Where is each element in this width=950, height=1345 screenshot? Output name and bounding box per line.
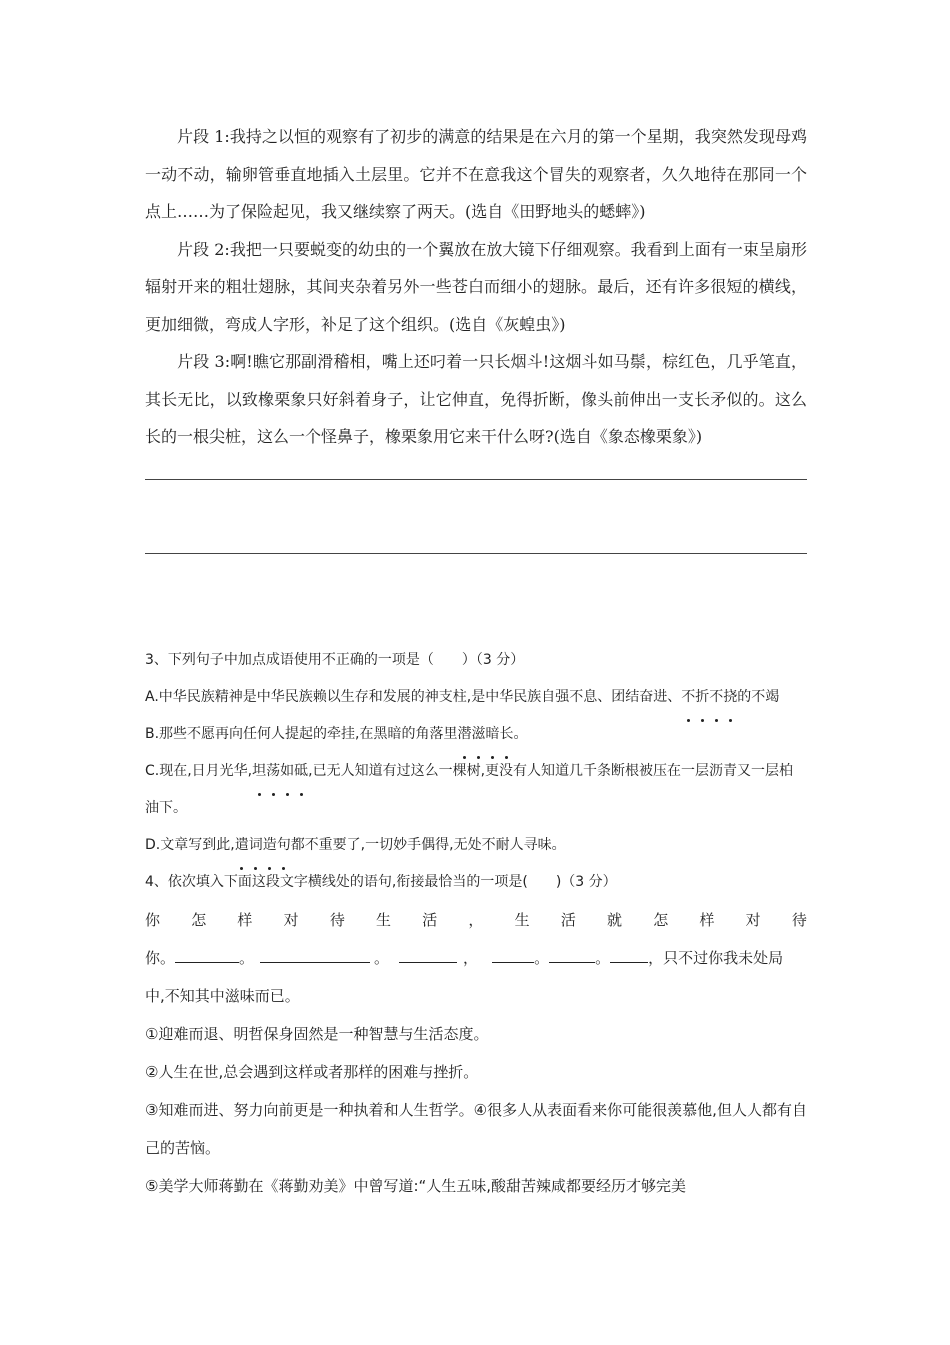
q4-char: 生	[376, 910, 392, 929]
fragment-3-text: 啊!瞧它那副滑稽相，嘴上还叼着一只长烟斗!这烟斗如马鬃，棕红色，几乎笔直，其长无比，以致橡栗象只好斜着身子，让它伸直，免得折断，像头前伸出一支长矛似的。这么长的一根尖桩，这么一个怪鼻子，橡栗象用它来干什么呀?(选自《象态橡栗象》)	[145, 352, 807, 446]
q3-option-a	[145, 679, 807, 716]
q3-b-tail: 。	[513, 725, 528, 742]
q4-char: 活	[560, 910, 576, 929]
q4-item-5: ⑤美学大师蒋勤在《蒋勤劝美》中曾写道:“人生五味,酸甜苦辣咸都要经历才够完美	[145, 1176, 687, 1195]
q4-line-1	[145, 901, 807, 939]
q4-line-2	[145, 939, 807, 977]
q3-option-d	[145, 827, 807, 864]
q4-char: 怎	[191, 910, 207, 929]
answer-line-2[interactable]	[145, 553, 807, 554]
emphasis-char: 折	[695, 679, 709, 716]
emphasis-char: 潜	[458, 716, 472, 753]
fill-blank-2[interactable]	[260, 948, 370, 963]
q3-a-text: A.中华民族精神是中华民族赖以生存和发展的神支柱,是中华民族自强不息、团结奋进、	[145, 688, 682, 705]
q4-char: 样	[237, 910, 253, 929]
q3-a-idiom	[681, 689, 737, 705]
document-page	[145, 118, 807, 1205]
emphasis-char: 挠	[723, 679, 737, 716]
fragment-2-label: 片段 2:	[177, 239, 230, 259]
q4-char: 怎	[653, 910, 669, 929]
q4-char: 生	[514, 910, 530, 929]
q4-char: 待	[329, 910, 345, 929]
fragment-3-label: 片段 3:	[177, 352, 231, 371]
q4-line2-start: 你。	[145, 948, 176, 967]
q4-char: 活	[422, 910, 438, 929]
q3-option-c	[145, 753, 807, 827]
q4-sep: 。	[374, 948, 390, 967]
q3-d-text: D.文章写到此,	[145, 836, 235, 853]
q4-char: 对	[745, 910, 761, 929]
emphasis-char: 不	[681, 679, 695, 716]
answer-line-1[interactable]	[145, 479, 807, 480]
q3-a-tail: 的不竭	[737, 688, 780, 705]
emphasis-char: 长	[500, 716, 514, 753]
emphasis-char: 不	[709, 679, 723, 716]
q4-item-3: ③知难而进、努力向前更是一种执着和人生哲学。④很多人从表面看来你可能很羡慕他,但人人都有自己的苦恼。	[145, 1100, 807, 1157]
q3-title: 3、下列句子中加点成语使用不正确的一项是（ ）（3 分）	[145, 651, 525, 668]
q4-line-3: 中,不知其中滋味而已。	[145, 986, 300, 1005]
q4-item-2: ②人生在世,总会遇到这样或者那样的困难与挫折。	[145, 1062, 479, 1081]
q4-item-1: ①迎难而退、明哲保身固然是一种智慧与生活态度。	[145, 1024, 489, 1043]
q4-sep: ，	[463, 948, 479, 967]
q3-c-idiom	[252, 763, 308, 779]
emphasis-char: 滋	[472, 716, 486, 753]
fill-blank-5[interactable]	[549, 948, 595, 963]
emphasis-char: 荡	[266, 753, 280, 790]
q3-b-idiom	[458, 726, 514, 742]
q3-option-b	[145, 716, 807, 753]
fragment-3	[145, 343, 807, 456]
q4-sep: 。	[534, 948, 550, 967]
q4-title: 4、依次填入下面这段文字横线处的语句,衔接最恰当的一项是( )（3 分）	[145, 873, 617, 890]
fill-blank-3[interactable]	[399, 948, 457, 963]
emphasis-char: 句	[277, 827, 291, 864]
emphasis-char: 造	[263, 827, 277, 864]
q3-c-tail: ,已无人知道有过这么一棵树,更没有人知道几千条断根被压在一层沥青又一层柏油下。	[145, 762, 794, 816]
q4-char: ，	[468, 910, 484, 929]
q3-c-text: C.现在,日月光华,	[145, 762, 253, 779]
q4-char: 你	[145, 910, 161, 929]
fragment-2	[145, 231, 807, 344]
q4-char: 待	[791, 910, 807, 929]
q4-char: 样	[699, 910, 715, 929]
emphasis-char: 暗	[486, 716, 500, 753]
q3-b-text: B.那些不愿再向任何人提起的牵挂,在黑暗的角落里	[145, 725, 458, 742]
q4-sep: 。	[595, 948, 611, 967]
emphasis-char: 词	[249, 827, 263, 864]
emphasis-char: 遣	[235, 827, 249, 864]
q4-sep: 。	[239, 948, 255, 967]
fill-blank-6[interactable]	[610, 948, 648, 963]
q4-line2-tail: ，只不过你我未处局	[648, 948, 784, 967]
fragment-1-label: 片段 1:	[177, 127, 230, 146]
q3-d-idiom	[235, 837, 291, 853]
emphasis-char: 砥	[294, 753, 308, 790]
fragment-1-text: 我持之以恒的观察有了初步的满意的结果是在六月的第一个星期，我突然发现母鸡一动不动，输卵管垂直地插入土层里。它并不在意我这个冒失的观察者，久久地待在那同一个点上……为了保险起见，我又继续察了两天。(选自《田野地头的蟋蟀》)	[145, 127, 807, 221]
q4-char: 就	[607, 910, 623, 929]
fill-blank-4[interactable]	[492, 948, 534, 963]
emphasis-char: 坦	[252, 753, 266, 790]
q3-d-tail: 都不重要了,一切妙手偶得,无处不耐人寻味。	[290, 836, 566, 853]
fill-blank-1[interactable]	[175, 948, 239, 963]
fragment-1	[145, 118, 807, 231]
fragment-2-text: 我把一只要蜕变的幼虫的一个翼放在放大镜下仔细观察。我看到上面有一束呈扇形辐射开来的粗壮翅脉，其间夹杂着另外一些苍白而细小的翅脉。最后，还有许多很短的横线，更加细微，弯成人字形，补足了这个组织。(选自《灰蝗虫》)	[145, 239, 807, 334]
emphasis-char: 如	[280, 753, 294, 790]
q4-char: 对	[283, 910, 299, 929]
